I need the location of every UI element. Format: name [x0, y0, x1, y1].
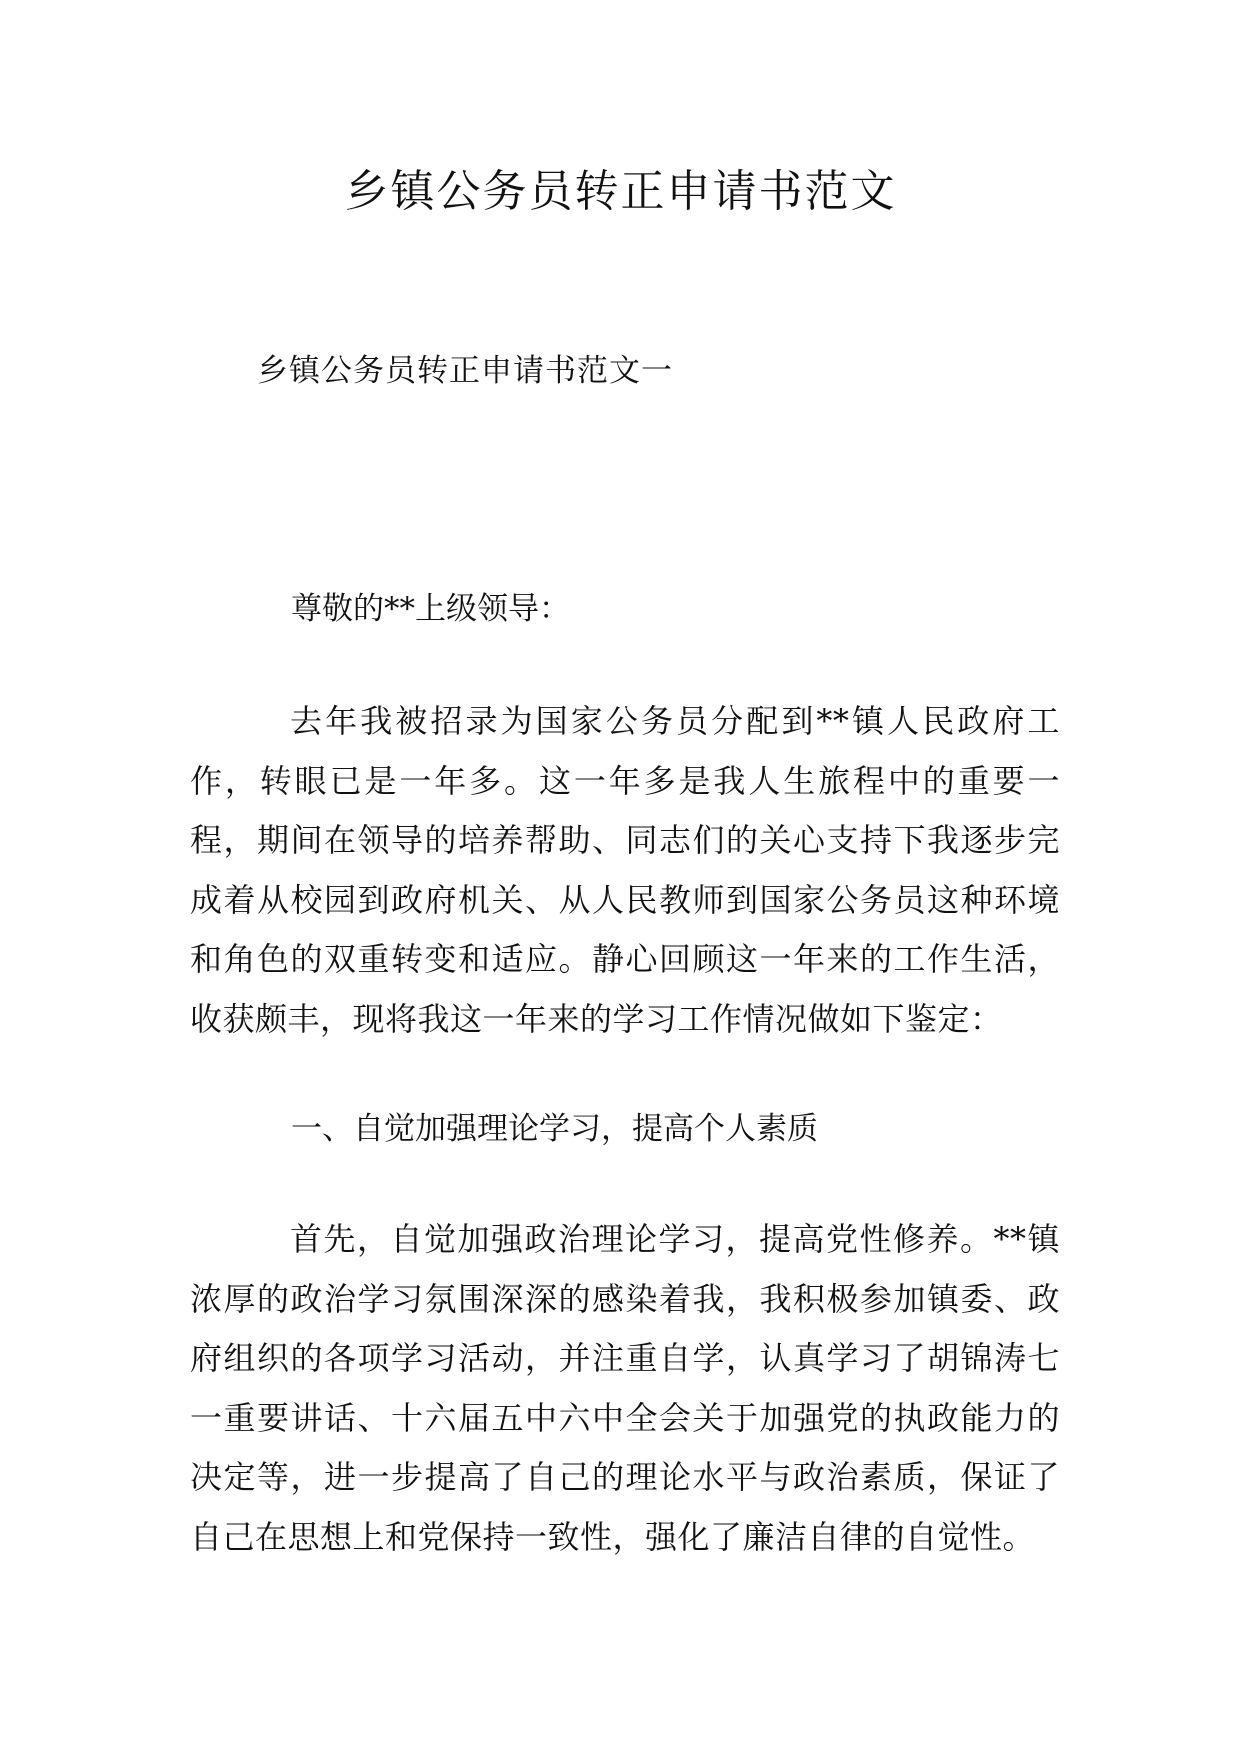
salutation: 尊敬的**上级领导： — [291, 591, 570, 627]
section-heading-1: 一、自觉加强理论学习，提高个人素质 — [291, 1111, 818, 1147]
document-subtitle: 乡镇公务员转正申请书范文一 — [257, 353, 673, 389]
document-title: 乡镇公务员转正申请书范文 — [344, 166, 897, 217]
body-paragraph-theory-study: 首先，自觉加强政治理论学习，提高党性修养。**镇浓厚的政治学习氛围深深的感染着我，我积极参加镇委、政府组织的各项学习活动，并注重自学，认真学习了胡锦涛七一重要讲话、十六届五中六中全会关于加强党的执政能力的决定等，进一步提高了自己的理论水平与政治素质，保证了自己在思想上和党保持一致性，强化了廉洁自律的自觉性。 — [190, 1220, 1060, 1556]
body-paragraph-intro: 去年我被招录为国家公务员分配到**镇人民政府工作，转眼已是一年多。这一年多是我人生旅程中的重要一程，期间在领导的培养帮助、同志们的关心支持下我逐步完成着从校园到政府机关、从人民教师到国家公务员这种环境和角色的双重转变和适应。静心回顾这一年来的工作生活，收获颇丰，现将我这一年来的学习工作情况做如下鉴定： — [190, 702, 1060, 1038]
